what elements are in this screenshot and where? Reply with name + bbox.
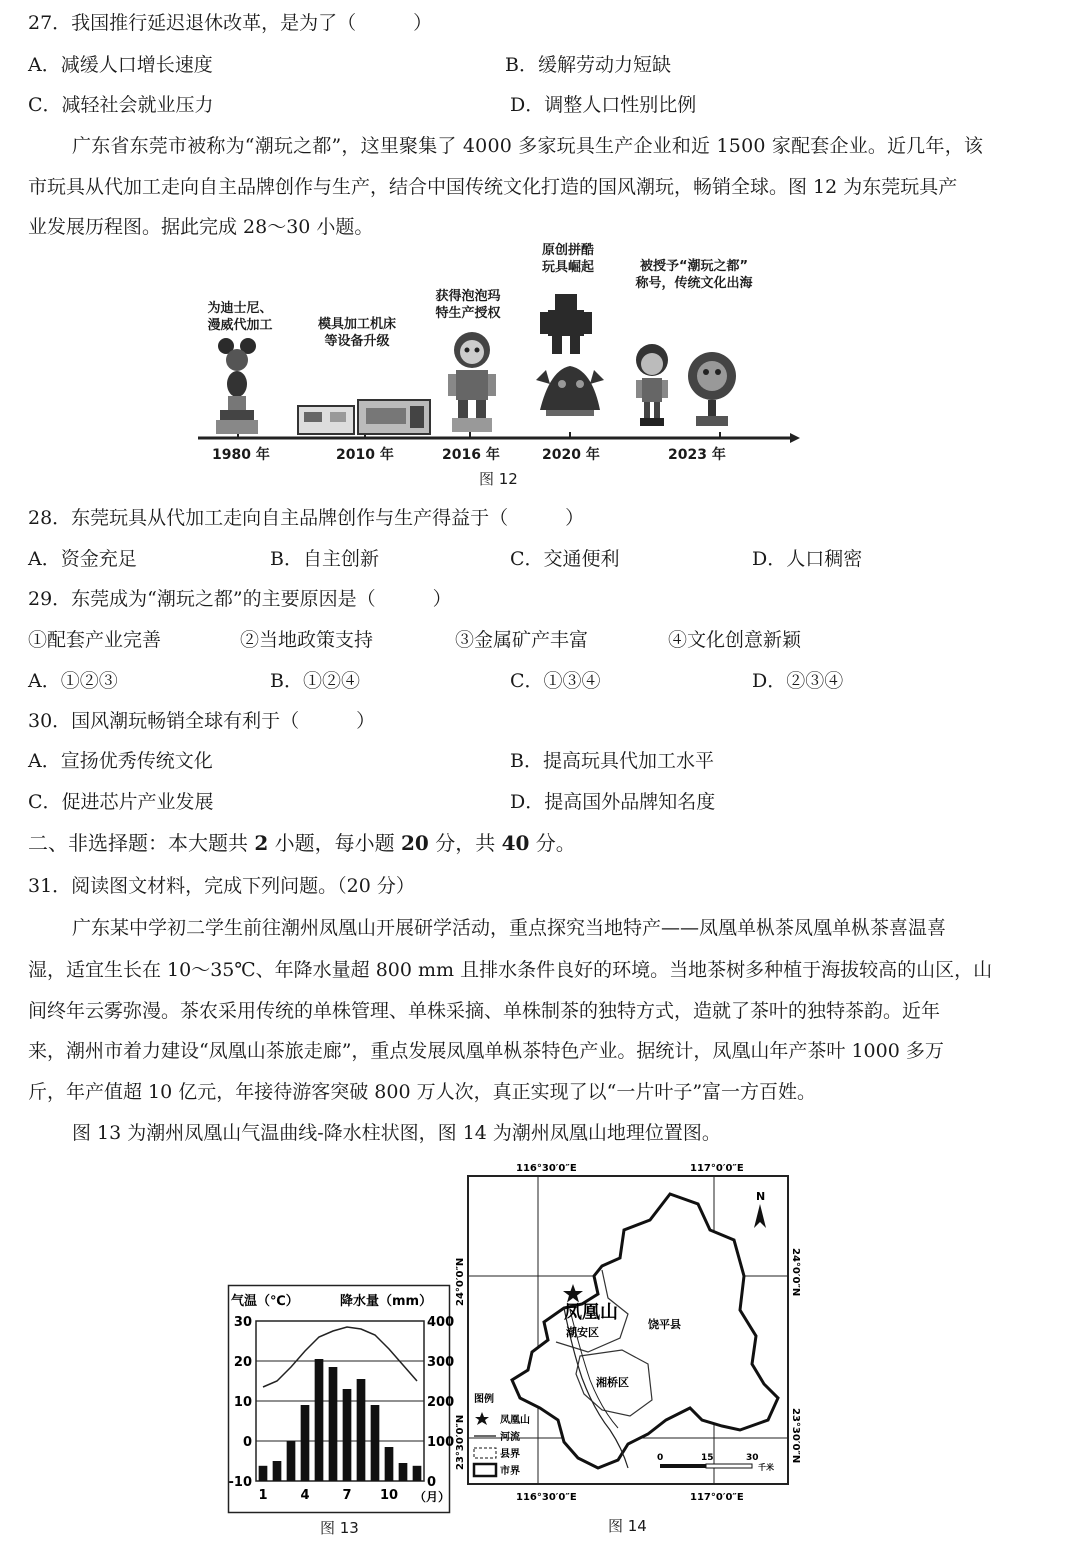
precipitation-tick-label: 300 — [427, 1355, 455, 1370]
figure-13-caption: 图 13 — [320, 1519, 359, 1537]
svg-text:N: N — [756, 1190, 766, 1203]
section-2-points-total: 40 — [501, 831, 530, 855]
section-2-points-each: 20 — [401, 831, 429, 855]
timeline-label-2016-line2: 特生产授权 — [435, 306, 501, 321]
climate-chart-svg — [228, 1285, 455, 1513]
q27-option-c: C．减轻社会就业压力 — [28, 94, 214, 116]
timeline-label-2020-line1: 原创拼酷 — [541, 243, 594, 258]
precipitation-bar — [371, 1405, 380, 1481]
q31-stem: 31．阅读图文材料，完成下列问题。（20 分） — [28, 875, 415, 897]
q29-statement-1: ①配套产业完善 — [28, 629, 162, 651]
legend-title: 图例 — [474, 1394, 494, 1405]
year-2020: 2020 年 — [542, 447, 600, 463]
figure-13-climate-chart — [228, 1285, 455, 1537]
timeline-label-1980 — [195, 300, 285, 334]
year-2016: 2016 年 — [442, 447, 500, 463]
machine-tool-icon — [298, 400, 430, 434]
precipitation-bar — [301, 1405, 310, 1481]
precipitation-bar — [357, 1379, 366, 1481]
lat-left-top: 24°0′0″N — [455, 1257, 466, 1306]
q31-material-line2: 湿，适宜生长在 10～35℃、年降水量超 800 mm 且排水条件良好的环境。当地茶树多种植于海拔较高的山区，山 — [28, 959, 993, 981]
temperature-axis-title: 气温（℃） — [231, 1294, 299, 1309]
q29-option-b: B．①②④ — [270, 670, 360, 692]
lon-bottom-left: 116°30′0″E — [516, 1492, 577, 1503]
precipitation-bar — [273, 1461, 282, 1481]
section-2-text-4: 分。 — [529, 831, 576, 855]
q28-option-a: A．资金充足 — [28, 548, 137, 570]
temperature-tick-label: 0 — [242, 1435, 252, 1450]
precipitation-bar — [399, 1463, 408, 1481]
lon-top-right: 117°0′0″E — [690, 1163, 744, 1174]
scale-0: 0 — [657, 1453, 664, 1463]
precipitation-tick-label: 0 — [427, 1475, 437, 1490]
q27-option-b: B．缓解劳动力短缺 — [505, 54, 671, 76]
precipitation-axis-title: 降水量（mm） — [340, 1294, 433, 1309]
lat-right-bottom: 23°30′0″N — [790, 1408, 801, 1464]
timeline-label-2016-line1: 获得泡泡玛 — [435, 289, 501, 304]
passage1-line1: 广东省东莞市被称为“潮玩之都”，这里聚集了 4000 多家玩具生产企业和近 1500 家配套企业。近几年，该 — [72, 135, 984, 157]
q29-stem: 29．东莞成为“潮玩之都”的主要原因是（ ） — [28, 588, 452, 610]
month-tick-label: 10 — [379, 1488, 399, 1503]
q31-material-line1: 广东某中学初二学生前往潮州凤凰山开展研学活动，重点探究当地特产——凤凰单枞茶凤凰单枞茶喜温喜 — [72, 917, 947, 939]
q29-statement-2: ②当地政策支持 — [240, 629, 374, 651]
timeline-label-2010 — [302, 316, 412, 350]
lat-left-bottom: 23°30′0″N — [455, 1414, 466, 1470]
q28-stem: 28．东莞玩具从代加工走向自主品牌创作与生产得益于（ ） — [28, 507, 585, 529]
month-axis-unit: （月） — [414, 1490, 451, 1504]
q30-option-b: B．提高玩具代加工水平 — [510, 750, 714, 772]
lat-right-top: 24°0′0″N — [790, 1248, 801, 1297]
year-2010: 2010 年 — [336, 447, 394, 463]
figure-14-location-map — [452, 1158, 806, 1538]
robot-figure-icon — [448, 332, 496, 432]
timeline-label-2023-line2: 称号，传统文化出海 — [635, 276, 753, 291]
q28-option-b: B．自主创新 — [270, 548, 379, 570]
q30-option-c: C．促进芯片产业发展 — [28, 791, 214, 813]
precipitation-bar — [315, 1359, 324, 1481]
q29-statement-3: ③金属矿产丰富 — [455, 629, 589, 651]
precipitation-tick-label: 400 — [427, 1315, 455, 1330]
month-tick-label: 1 — [258, 1488, 268, 1503]
temperature-tick-label: 20 — [233, 1355, 252, 1370]
timeline-label-2010-line2: 等设备升级 — [324, 334, 390, 349]
label-chaoan: 潮安区 — [566, 1326, 599, 1339]
lon-top-left: 116°30′0″E — [516, 1163, 577, 1174]
timeline-label-2010-line1: 模具加工机床 — [317, 317, 396, 332]
mech-figure-icon — [540, 294, 592, 354]
section-2-text-3: 分，共 — [428, 831, 502, 855]
q27-option-d: D．调整人口性别比例 — [510, 94, 697, 116]
passage1-line2: 市玩具从代加工走向自主品牌创作与生产，结合中国传统文化打造的国风潮玩，畅销全球。图 12 为东莞玩具产 — [28, 176, 958, 198]
precipitation-bar — [287, 1441, 296, 1481]
q27-option-a: A．减缓人口增长速度 — [28, 54, 213, 76]
label-xiangqiao: 湘桥区 — [596, 1376, 629, 1389]
q29-option-a: A．①②③ — [28, 670, 118, 692]
month-tick-label: 4 — [300, 1488, 310, 1503]
section-2-heading — [28, 830, 1064, 856]
location-map-svg — [452, 1158, 806, 1506]
section-2-text-2: 小题，每小题 — [268, 831, 401, 855]
timeline-label-2023 — [614, 258, 774, 292]
scale-30: 30 — [746, 1453, 759, 1463]
section-2-text-1: 二、非选择题：本大题共 — [28, 831, 255, 855]
dragon-figure-icon — [536, 366, 604, 416]
precipitation-bar — [413, 1466, 422, 1481]
q30-option-d: D．提高国外品牌知名度 — [510, 791, 716, 813]
temperature-tick-label: 30 — [233, 1315, 252, 1330]
q29-option-c: C．①③④ — [510, 670, 601, 692]
label-fenghuang: 凤凰山 — [564, 1302, 618, 1323]
figure-12-timeline — [190, 238, 800, 490]
legend-county-label: 县界 — [500, 1449, 520, 1460]
passage1-line3: 业发展历程图。据此完成 28～30 小题。 — [28, 216, 374, 238]
q31-material-line5: 斤，年产值超 10 亿元，年接待游客突破 800 万人次，真正实现了以“一片叶子”富一方百姓。 — [28, 1081, 817, 1103]
precipitation-tick-label: 200 — [427, 1395, 455, 1410]
temperature-tick-label: 10 — [233, 1395, 252, 1410]
scale-15: 15 — [701, 1453, 714, 1463]
year-1980: 1980 年 — [212, 447, 270, 463]
q28-option-d: D．人口稠密 — [752, 548, 863, 570]
legend-city-label: 市界 — [500, 1466, 520, 1477]
legend-river-label: 河流 — [500, 1432, 520, 1443]
scale-unit: 千米 — [758, 1463, 774, 1472]
precipitation-bar — [329, 1367, 338, 1481]
legend-star-label: 凤凰山 — [500, 1415, 530, 1426]
section-2-count: 2 — [254, 831, 269, 855]
timeline-label-2020 — [528, 242, 608, 276]
q30-stem: 30．国风潮玩畅销全球有利于（ ） — [28, 710, 376, 732]
q31-material-line3: 间终年云雾弥漫。茶农采用传统的单株管理、单株采摘、单株制茶的独特方式，造就了茶叶的独特茶韵。近年 — [28, 1000, 941, 1022]
lon-bottom-right: 117°0′0″E — [690, 1492, 744, 1503]
q27-stem: 27．我国推行延迟退休改革，是为了（ ） — [28, 12, 433, 34]
timeline-label-2023-line1: 被授予“潮玩之都” — [639, 259, 749, 274]
q28-option-c: C．交通便利 — [510, 548, 620, 570]
doll-figure-icon — [636, 344, 668, 426]
timeline-label-2016 — [420, 288, 516, 322]
lion-figure-icon — [688, 352, 736, 426]
temperature-tick-label: -10 — [228, 1475, 252, 1490]
q31-material-line4: 来，潮州市着力建设“凤凰山茶旅走廊”，重点发展凤凰单枞茶特色产业。据统计，凤凰山年产茶叶 1000 多万 — [28, 1040, 944, 1062]
q29-option-d: D．②③④ — [752, 670, 844, 692]
timeline-label-1980-line1: 为迪士尼、 — [207, 301, 273, 316]
temperature-curve — [263, 1327, 417, 1387]
q31-figure-intro: 图 13 为潮州凤凰山气温曲线-降水柱状图，图 14 为潮州凤凰山地理位置图。 — [72, 1122, 721, 1144]
precipitation-bar — [385, 1447, 394, 1481]
precipitation-bar — [259, 1466, 268, 1481]
year-2023: 2023 年 — [668, 447, 726, 463]
figure-12-caption: 图 12 — [479, 470, 518, 488]
q29-statement-4: ④文化创意新颖 — [668, 629, 802, 651]
precipitation-tick-label: 100 — [427, 1435, 455, 1450]
label-raoping: 饶平县 — [648, 1318, 681, 1331]
precipitation-bar — [343, 1389, 352, 1481]
q30-option-a: A．宣扬优秀传统文化 — [28, 750, 213, 772]
mickey-figure-icon — [216, 338, 258, 434]
timeline-label-2020-line2: 玩具崛起 — [541, 260, 594, 275]
figure-14-caption: 图 14 — [608, 1517, 647, 1535]
timeline-label-1980-line2: 漫威代加工 — [207, 318, 273, 333]
month-tick-label: 7 — [342, 1488, 352, 1503]
